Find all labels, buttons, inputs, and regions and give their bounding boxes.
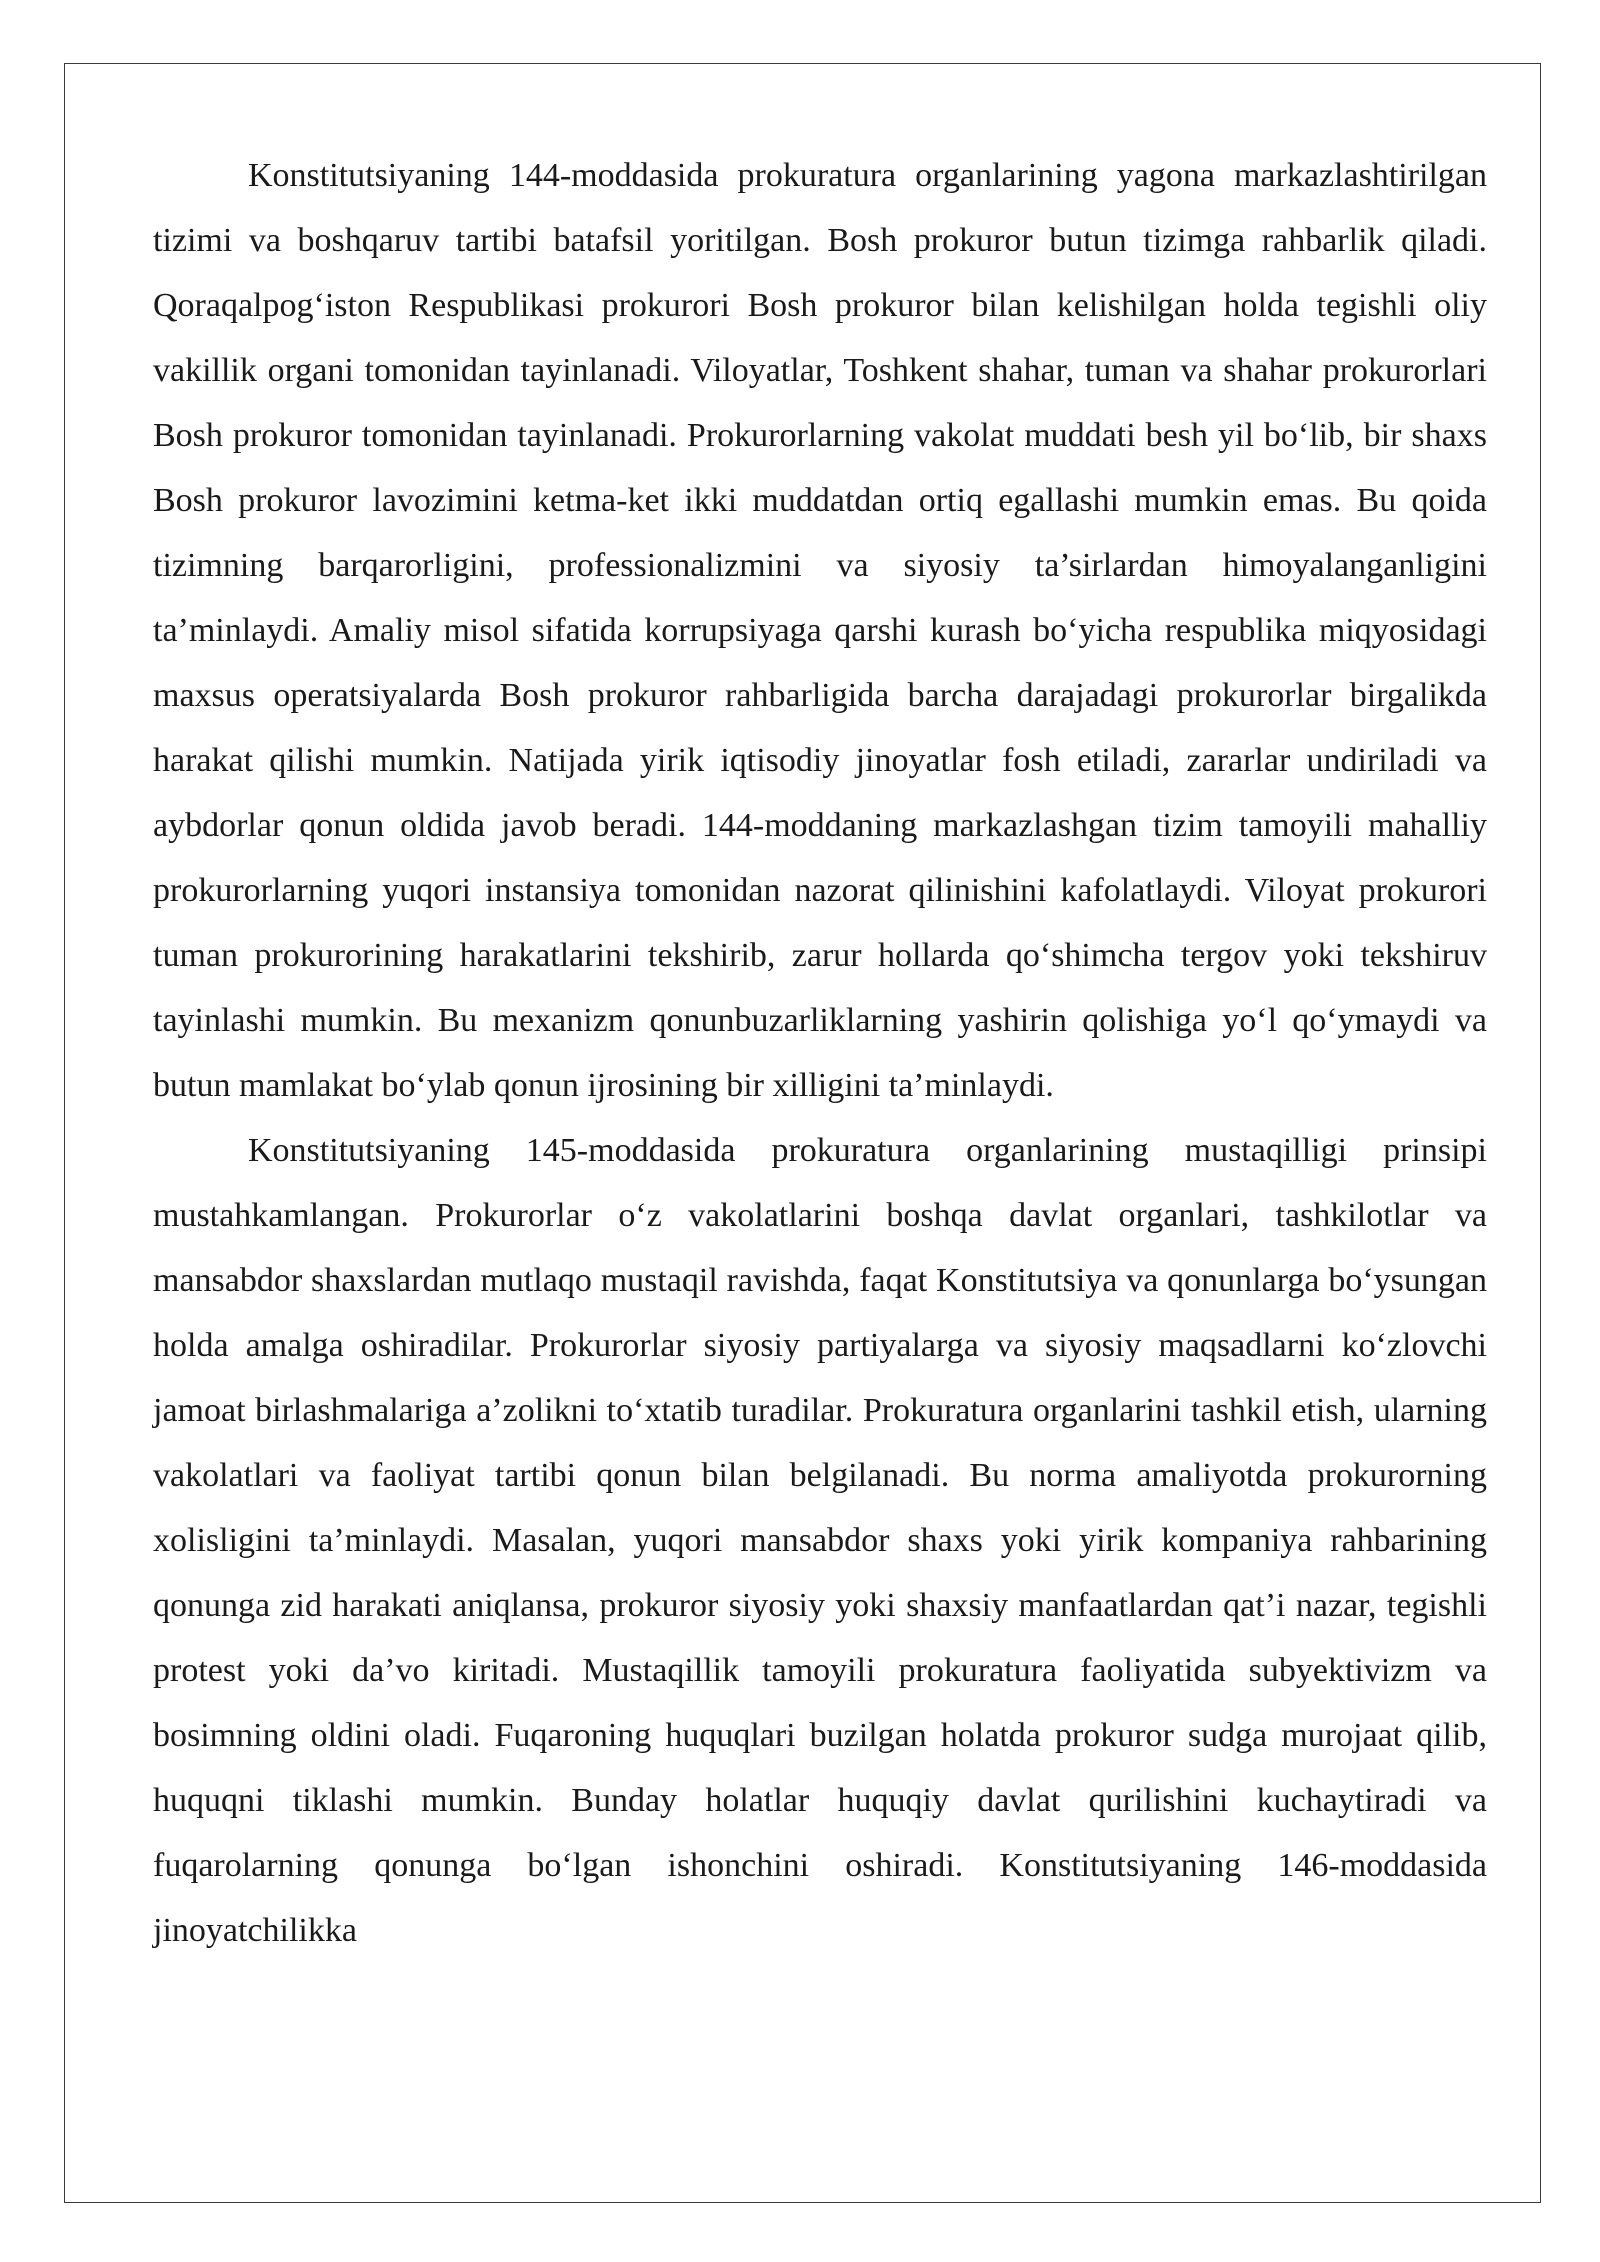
paragraph-article-145: Konstitutsiyaning 145-moddasida prokuratura organlarining mustaqilligi prinsipi mustahkamlangan. Prokurorlar o‘z vakolatlarini boshqa davlat organlari, tashkilotlar va mansabdor shaxslardan mutlaqo mustaqil ravishda, faqat Konstitutsiya va qonunlarga bo‘ysungan holda amalga oshiradilar. Prokurorlar siyosiy partiyalarga va siyosiy maqsadlarni ko‘zlovchi jamoat birlashmalariga a’zolikni to‘xtatib turadilar. Prokuratura organlarini tashkil etish, ularning vakolatlari va faoliyat tartibi qonun bilan belgilanadi. Bu norma amaliyotda prokurorning xolisligini ta’minlaydi. Masalan, yuqori mansabdor shaxs yoki yirik kompaniya rahbarining qonunga zid harakati aniqlansa, prokuror siyosiy yoki shaxsiy manfaatlardan qat’i nazar, tegishli protest yoki da’vo kiritadi. Mustaqillik tamoyili prokuratura faoliyatida subyektivizm va bosimning oldini oladi. Fuqaroning huquqlari buzilgan holatda prokuror sudga murojaat qilib, huquqni tiklashi mumkin. Bunday holatlar huquqiy davlat qurilishini kuchaytiradi va fuqarolarning qonunga bo‘lgan ishonchini oshiradi. Konstitutsiyaning 146-moddasida jinoyatchilikka — [153, 1132, 1487, 1949]
document-body — [153, 143, 1487, 1963]
paragraph-article-144: Konstitutsiyaning 144-moddasida prokuratura organlarining yagona markazlashtirilgan tizimi va boshqaruv tartibi batafsil yoritilgan. Bosh prokuror butun tizimga rahbarlik qiladi. Qoraqalpog‘iston Respublikasi prokurori Bosh prokuror bilan kelishilgan holda tegishli oliy vakillik organi tomonidan tayinlanadi. Viloyatlar, Toshkent shahar, tuman va shahar prokurorlari Bosh prokuror tomonidan tayinlanadi. Prokurorlarning vakolat muddati besh yil bo‘lib, bir shaxs Bosh prokuror lavozimini ketma-ket ikki muddatdan ortiq egallashi mumkin emas. Bu qoida tizimning barqarorligini, professionalizmini va siyosiy ta’sirlardan himoyalanganligini ta’minlaydi. Amaliy misol sifatida korrupsiyaga qarshi kurash bo‘yicha respublika miqyosidagi maxsus operatsiyalarda Bosh prokuror rahbarligida barcha darajadagi prokurorlar birgalikda harakat qilishi mumkin. Natijada yirik iqtisodiy jinoyatlar fosh etiladi, zararlar undiriladi va aybdorlar qonun oldida javob beradi. 144-moddaning markazlashgan tizim tamoyili mahalliy prokurorlarning yuqori instansiya tomonidan nazorat qilinishini kafolatlaydi. Viloyat prokurori tuman prokurorining harakatlarini tekshirib, zarur hollarda qo‘shimcha tergov yoki tekshiruv tayinlashi mumkin. Bu mexanizm qonunbuzarliklarning yashirin qolishiga yo‘l qo‘ymaydi va butun mamlakat bo‘ylab qonun ijrosining bir xilligini ta’minlaydi. — [153, 157, 1487, 1104]
